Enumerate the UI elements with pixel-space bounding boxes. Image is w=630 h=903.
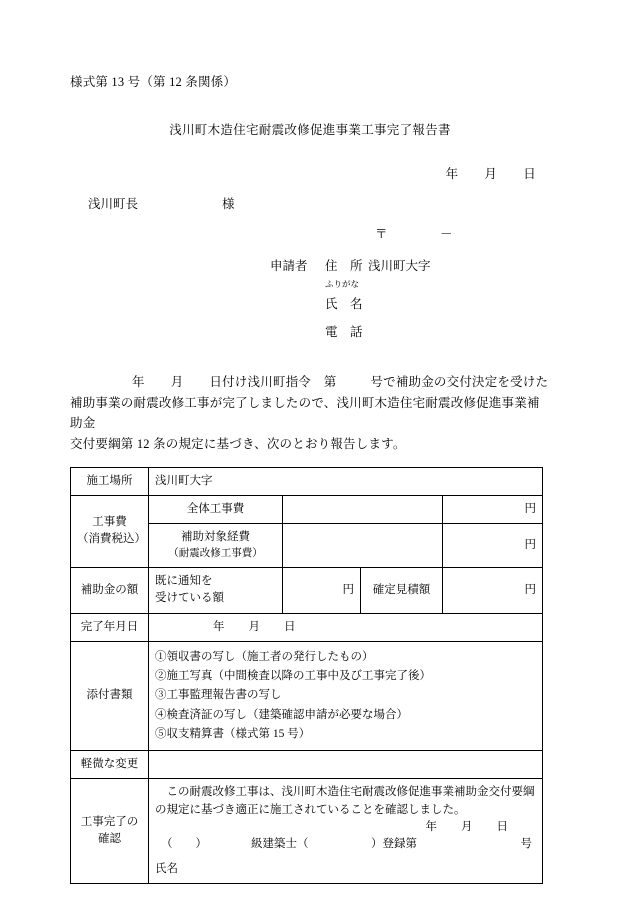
applicant-label: 申請者	[270, 259, 308, 273]
subsidy-notified-line1: 既に通知を	[155, 575, 213, 587]
minor-change-value	[149, 751, 543, 779]
site-label: 施工場所	[71, 467, 149, 495]
cost-row-value-total	[283, 495, 443, 523]
attachments-list	[149, 641, 543, 750]
confirmation-text-line1: この耐震改修工事は、浅川町木造住宅耐震改修促進事業補助金交付要綱	[155, 786, 535, 799]
table-row	[71, 613, 543, 641]
confirmation-label: 工事完了の確認	[71, 779, 149, 884]
body-paragraph	[70, 372, 550, 455]
cost-row-name-subsidized-main: 補助対象経費	[181, 531, 250, 543]
subsidy-label: 補助金の額	[71, 568, 149, 614]
table-row	[71, 779, 543, 884]
body-line-3: 交付要綱第 12 条の規定に基づき、次のとおり報告します。	[70, 436, 406, 451]
cost-label	[71, 495, 149, 567]
applicant-name-row	[70, 294, 550, 320]
applicant-furigana-label: ふりがな	[325, 279, 360, 289]
completion-date-label: 完了年月日	[71, 613, 149, 641]
applicant-name-key: 氏 名	[325, 297, 363, 311]
list-item: ②施工写真（中間検査以降の工事中及び工事完了後）	[155, 670, 431, 682]
cost-label-line2: （消費税込）	[77, 533, 146, 546]
table-row	[71, 568, 543, 614]
subsidy-notified-line2: 受けている額	[155, 592, 224, 605]
postal-mark-icon: 〒	[375, 227, 388, 241]
date-day-label: 日	[523, 167, 536, 181]
report-table	[70, 467, 543, 885]
cost-label-line1: 工事費	[92, 516, 127, 529]
confirmation-month: 月	[461, 820, 473, 833]
confirmation-body	[149, 779, 543, 884]
completion-date-value	[149, 613, 543, 641]
confirmation-day: 日	[496, 820, 508, 833]
completion-month: 月	[248, 620, 260, 633]
postal-row	[70, 224, 550, 242]
list-item: ①領収書の写し（施工者の発行したもの）	[155, 650, 374, 663]
subsidy-notified-label	[149, 568, 283, 614]
subsidy-notified-unit: 円	[283, 568, 361, 614]
page-title: 浅川町木造住宅耐震改修促進事業工事完了報告書	[169, 123, 451, 137]
cost-row-unit-total: 円	[443, 495, 543, 523]
table-row	[71, 641, 543, 750]
cost-row-name-total: 全体工事費	[149, 495, 283, 523]
license-number-unit: 号	[520, 838, 532, 850]
addressee-row	[70, 194, 550, 212]
list-item: ③工事監理報告書の写し	[155, 689, 282, 702]
applicant-tel-row	[70, 322, 550, 346]
attachments-label: 添付書類	[71, 641, 149, 750]
postal-dash: －	[440, 227, 453, 241]
license-class: 級建築士（	[251, 838, 309, 850]
applicant-tel-key: 電 話	[325, 325, 363, 339]
list-item: ④検査済証の写し（建築確認申請が必要な場合）	[155, 708, 408, 721]
document-content	[70, 72, 550, 884]
cost-row-name-subsidized	[149, 524, 283, 568]
form-number: 様式第 13 号（第 12 条関係）	[70, 75, 237, 89]
signature-label: 氏名	[155, 863, 178, 875]
date-year-label: 年	[445, 167, 459, 181]
body-year: 年	[132, 375, 145, 389]
license-registration: ）登録第	[371, 838, 417, 850]
body-order-text: 日付け浅川町指令 第	[209, 375, 337, 389]
body-order-suffix: 号で補助金の交付決定を受けた	[370, 375, 549, 389]
subsidy-fixed-unit: 円	[443, 568, 543, 614]
addressee-mayor: 浅川町長	[88, 197, 139, 211]
confirmation-date-line	[155, 819, 536, 836]
completion-day: 日	[284, 620, 296, 633]
table-row	[71, 751, 543, 779]
addressee-honorific: 様	[222, 197, 235, 211]
minor-change-label: 軽微な変更	[71, 751, 149, 779]
cost-row-name-subsidized-sub: （耐震改修工事費）	[168, 548, 263, 560]
site-value: 浅川町大字	[149, 467, 543, 495]
confirmation-year: 年	[425, 820, 437, 833]
applicant-furigana-row	[70, 278, 550, 290]
license-line	[155, 836, 536, 853]
cost-row-unit-subsidized: 円	[443, 524, 543, 568]
table-row	[71, 467, 543, 495]
subsidy-fixed-label: 確定見積額	[361, 568, 443, 614]
body-line-2: 補助事業の耐震改修工事が完了しましたので、浅川町木造住宅耐震改修促進事業補助金	[70, 395, 540, 431]
license-paren: （ ）	[161, 838, 207, 850]
list-item: ⑤収支精算書（様式第 15 号）	[155, 727, 311, 740]
applicant-address-value: 浅川町大字	[368, 259, 431, 273]
applicant-address-key: 住 所	[325, 259, 363, 273]
date-month-label: 月	[484, 167, 498, 181]
submission-date-line	[70, 164, 550, 182]
completion-year: 年	[213, 620, 225, 633]
confirmation-text-line2: の規定に基づき適正に施工されていることを確認しました。	[155, 803, 466, 816]
body-month: 月	[170, 375, 184, 389]
applicant-address-row	[70, 256, 550, 276]
table-row	[71, 495, 543, 523]
cost-row-value-subsidized	[283, 524, 443, 568]
